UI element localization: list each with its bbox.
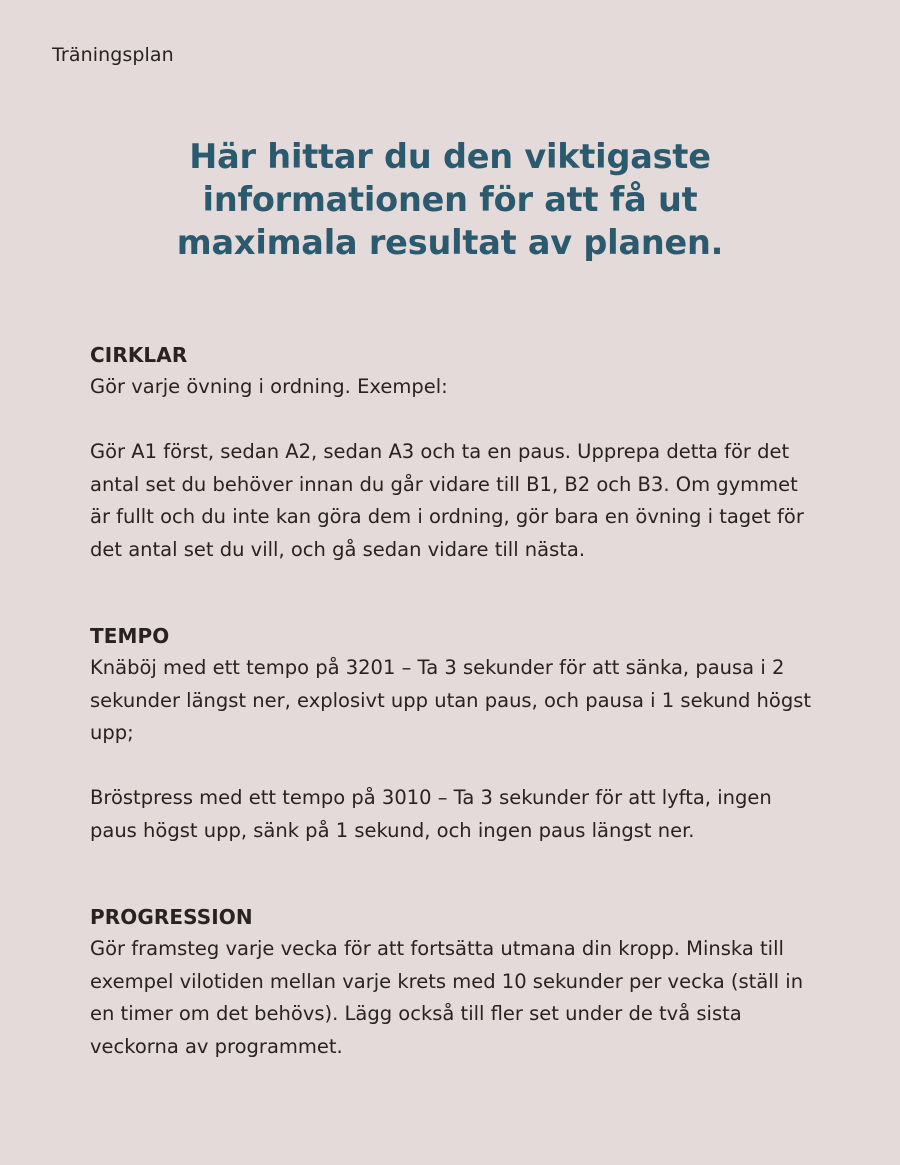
section-title-cirklar: CIRKLAR	[90, 343, 188, 367]
section-title-tempo: TEMPO	[90, 624, 170, 648]
cirklar-intro: Gör varje övning i ordning. Exempel:	[90, 375, 448, 398]
document-label: Träningsplan	[52, 44, 174, 66]
section-cirklar	[90, 339, 820, 566]
progression-body: Gör framsteg varje vecka för att fortsätta utmana din kropp. Minska till exempel vilotiden mellan varje krets med 10 sekunder per vecka (ställ in en timer om det behövs). Lägg också till fler set under de två sista veckorna av programmet.	[90, 937, 804, 1058]
tempo-squat: Knäböj med ett tempo på 3201 – Ta 3 sekunder för att sänka, pausa i 2 sekunder längst ner, explosivt upp utan paus, och pausa i 1 sekund högst upp;	[90, 656, 812, 744]
section-progression	[90, 901, 820, 1063]
section-tempo	[90, 620, 820, 847]
page-headline: Här hittar du den viktigaste informationen för att få ut maximala resultat av planen.	[176, 137, 724, 262]
cirklar-body: Gör A1 först, sedan A2, sedan A3 och ta en paus. Upprepa detta för det antal set du behöver innan du går vidare till B1, B2 och B3. Om gymmet är fullt och du inte kan göra dem i ordning, gör bara en övning i taget för det antal set du vill, och gå sedan vidare till nästa.	[90, 440, 804, 561]
paragraph-gap	[90, 750, 820, 783]
paragraph-gap	[90, 404, 820, 437]
tempo-bench: Bröstpress med ett tempo på 3010 – Ta 3 sekunder för att lyfta, ingen paus högst upp, sänk på 1 sekund, och ingen paus längst ner.	[90, 786, 772, 842]
section-title-progression: PROGRESSION	[90, 905, 253, 929]
